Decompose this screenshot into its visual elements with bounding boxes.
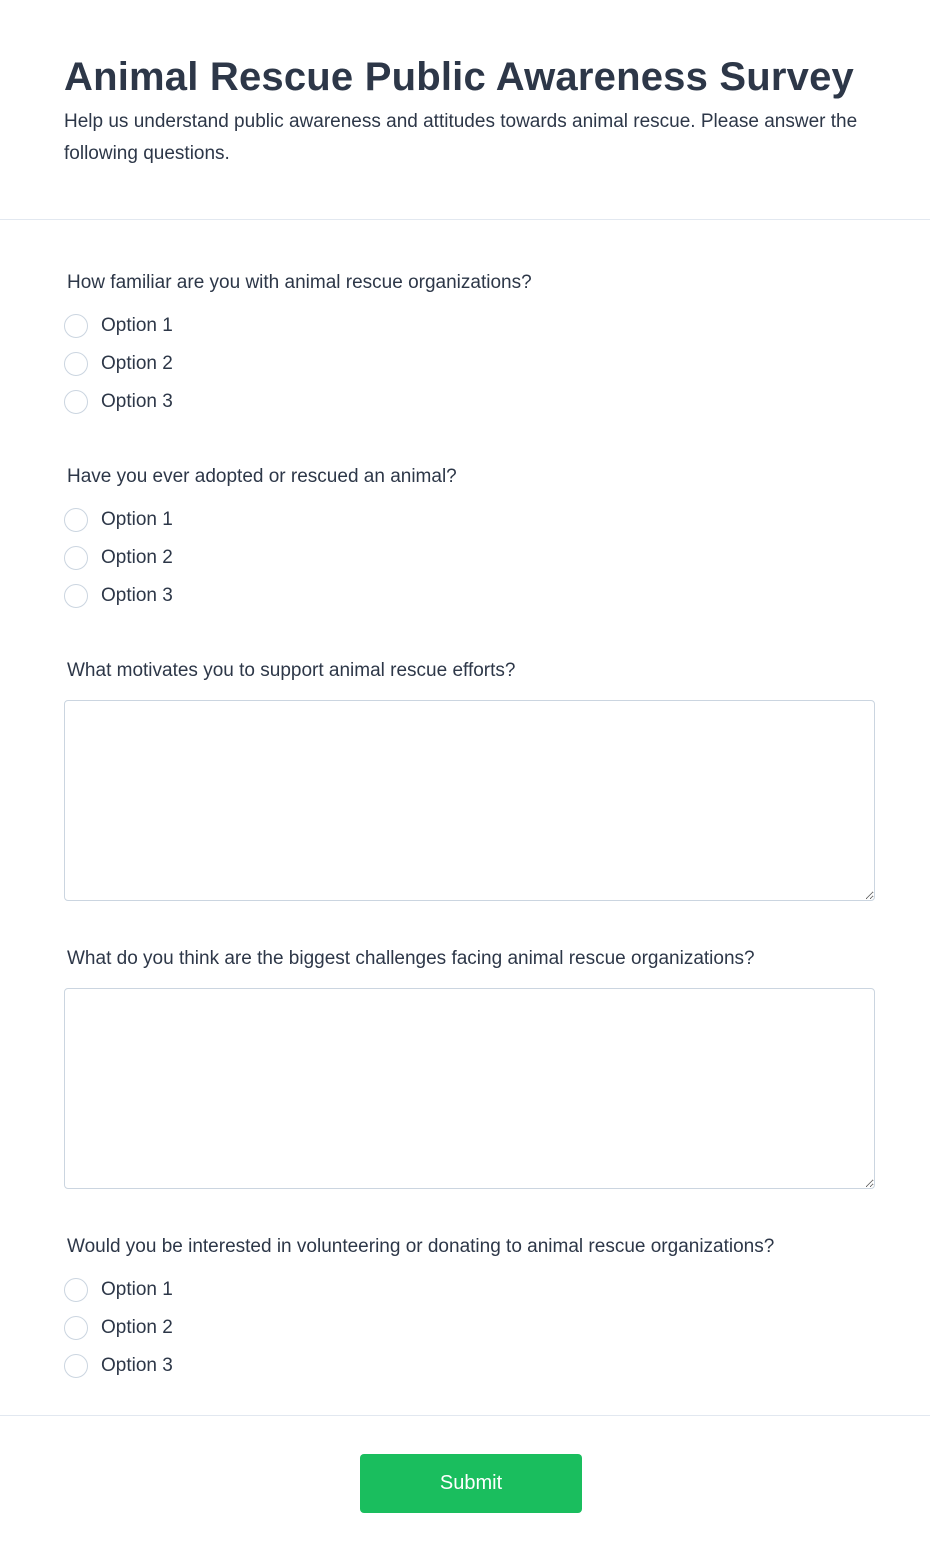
- question-familiarity: [64, 271, 876, 421]
- radio-option-1[interactable]: [64, 1271, 876, 1309]
- option-label: Option 2: [101, 353, 173, 374]
- radio-option-3[interactable]: [64, 577, 876, 615]
- radio-option-1[interactable]: [64, 307, 876, 345]
- radio-button[interactable]: [64, 508, 88, 532]
- question-motivation: [64, 659, 876, 901]
- radio-option-3[interactable]: [64, 1347, 876, 1385]
- challenges-textarea[interactable]: [64, 988, 875, 1189]
- option-label: Option 3: [101, 391, 173, 412]
- radio-group: [64, 307, 876, 421]
- question-challenges: [64, 947, 876, 1189]
- radio-option-2[interactable]: [64, 345, 876, 383]
- page-title: Animal Rescue Public Awareness Survey: [64, 55, 854, 99]
- radio-group: [64, 501, 876, 615]
- page-subtitle: Help us understand public awareness and attitudes towards animal rescue. Please answer the following questions.: [64, 111, 858, 164]
- option-label: Option 1: [101, 509, 173, 530]
- question-volunteer: [64, 1235, 876, 1385]
- radio-option-2[interactable]: [64, 1309, 876, 1347]
- radio-group: [64, 1271, 876, 1385]
- option-label: Option 3: [101, 585, 173, 606]
- radio-option-3[interactable]: [64, 383, 876, 421]
- question-label: Would you be interested in volunteering or donating to animal rescue organizations?: [67, 1236, 775, 1257]
- radio-button[interactable]: [64, 1354, 88, 1378]
- question-label: How familiar are you with animal rescue organizations?: [67, 272, 532, 293]
- question-label: What motivates you to support animal rescue efforts?: [67, 660, 516, 681]
- question-label: Have you ever adopted or rescued an animal?: [67, 466, 457, 487]
- radio-option-1[interactable]: [64, 501, 876, 539]
- radio-button[interactable]: [64, 1316, 88, 1340]
- radio-button[interactable]: [64, 584, 88, 608]
- radio-button[interactable]: [64, 1278, 88, 1302]
- option-label: Option 1: [101, 1279, 173, 1300]
- question-label: What do you think are the biggest challenges facing animal rescue organizations?: [67, 948, 755, 969]
- radio-button[interactable]: [64, 546, 88, 570]
- survey-header: [0, 0, 930, 220]
- option-label: Option 3: [101, 1355, 173, 1376]
- motivation-textarea[interactable]: [64, 700, 875, 901]
- question-adopted: [64, 465, 876, 615]
- option-label: Option 2: [101, 1317, 173, 1338]
- submit-button[interactable]: Submit: [360, 1454, 582, 1513]
- form-footer: [0, 1415, 930, 1562]
- option-label: Option 1: [101, 315, 173, 336]
- radio-button[interactable]: [64, 390, 88, 414]
- radio-button[interactable]: [64, 352, 88, 376]
- radio-option-2[interactable]: [64, 539, 876, 577]
- option-label: Option 2: [101, 547, 173, 568]
- radio-button[interactable]: [64, 314, 88, 338]
